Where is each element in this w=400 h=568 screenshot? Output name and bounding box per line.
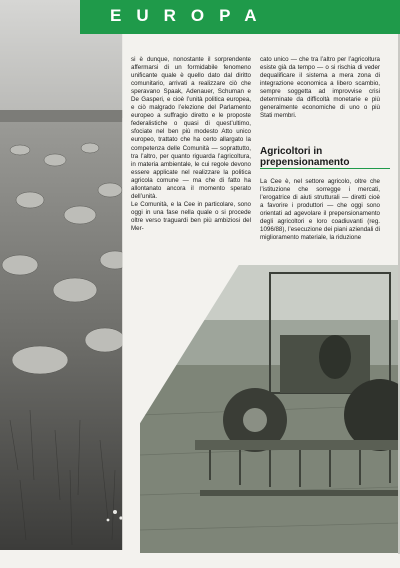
tractor-photo <box>140 265 400 553</box>
section-title: EUROPA <box>110 6 272 25</box>
paragraph: si è dunque, nonostante il sorprendente affermarsi di un formidabile fenomeno unificante quale è quello dato dal diritto comunitario, arrivati a realizzare ciò che speravano Spaak, Adenauer, Schuman e De Gasperi, e cioè l’unità politica europea, e ciò malgrado l’elezione del Parlamento europeo a suffragio diretto e le proposte federalistiche o quasi di quest’ultimo, sfociate nel ben più modesto Atto unico europeo, trattato che ha certo allargato la competenza delle Comunità — soprattutto, tra l’altro, per quanto riguarda l’agricoltura, in materia ambientale, le cui regole devono essere applicate nel realizzare la politica agricola comune — ma che di fatto ha allontanato ancora il momento sperato dell’unità. <box>131 56 251 200</box>
article-column-1 <box>131 56 251 233</box>
article-column-2-top <box>260 56 380 120</box>
article-column-2-bottom <box>260 178 380 242</box>
subheading-rule <box>260 168 390 169</box>
paragraph: Le Comunità, e la Cee in particolare, sono oggi in una fase nella quale o si procede oltre verso traguardi ben più ambiziosi del Mer- <box>131 200 251 232</box>
paragraph: La Cee è, nel settore agricolo, oltre che l’istituzione che sorregge i mercati, l’erogatrice di aiuti strutturali — diretti cioè a favorire i produttori — che oggi sono orientati ad agevolare il prepensionamento degli agricoltori e loro coadiuvanti (reg. 1096/88), l’esecuzione dei piani aziendali di miglioramento materiale, la riduzione <box>260 178 380 242</box>
paragraph: cato unico — che tra l’altro per l’agricoltura esiste già da tempo — o si rischia di veder dequalificare il sistema a mera zona di integrazione economica a libero scambio, sempre soggetta ad improvvise crisi determinate da difficoltà monetarie e più generalmente economiche di uno o più Stati membri. <box>260 56 380 120</box>
subheading: Agricoltori in prepensionamento <box>260 146 350 168</box>
